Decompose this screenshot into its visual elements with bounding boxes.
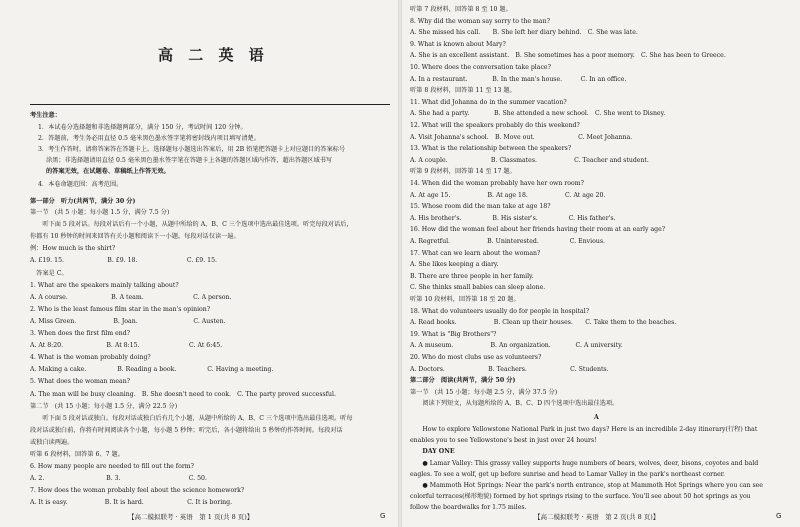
question-line: 听下面 5 段对话或独白。每段对话或独白后有几个小题，从题中所给的 A、B、C 三个选项中选出最佳选项。听每: [30, 414, 353, 422]
question-line: 第一部分 听力(共两节，满分 30 分): [30, 198, 136, 205]
question-line: 9. What is known about Mary?: [410, 40, 506, 48]
page-left: [8, 0, 396, 527]
passage-line: DAY ONE: [410, 448, 455, 456]
notice-heading: 考生注意：: [30, 112, 61, 119]
question-line: 8. Why did the woman say sorry to the man?: [410, 17, 550, 25]
page-footer: 【高二模拟联考 · 英语 第 1 页(共 8 页)】: [128, 513, 254, 521]
answer-options: B. There are three people in her family.: [410, 272, 534, 280]
question-line: 6. How many people are needed to fill out the form?: [30, 463, 194, 471]
question-line: 3. When does the first film end?: [30, 330, 130, 337]
question-line: 你都有 10 秒钟的时间来回答有关小题和阅读下一小题。每段对话仅读一遍。: [30, 233, 240, 241]
answer-options: A. In a restaurant. B. In the man's house. C. In an office.: [410, 75, 627, 83]
question-line: 听第 10 段材料，回答第 18 至 20 题。: [410, 296, 520, 303]
answer-options: A. His brother's. B. His sister's. C. His father's.: [410, 214, 616, 222]
question-line: 18. What do volunteers usually do for people in hospital?: [410, 307, 590, 315]
question-line: 7. How does the woman probably feel about the science homework?: [30, 487, 245, 495]
answer-options: A. Regretful. B. Uninterested. C. Envious.: [410, 238, 606, 245]
page-gutter: [398, 0, 402, 527]
question-line: 听第 9 段材料，回答第 14 至 17 题。: [410, 168, 516, 176]
answer-options: A. She had a party. B. She attended a new school. C. She went to Disney.: [410, 110, 666, 118]
passage-line: ● Mammoth Hot Springs: Near the park's north entrance, stop at Mammoth Hot Springs where you can see: [410, 482, 763, 489]
answer-options: A. Visit Johanna's school. B. Move out. C. Meet Johanna.: [410, 133, 633, 141]
answer-options: A. Doctors. B. Teachers. C. Students.: [410, 365, 609, 373]
answer-options: A. Miss Green. B. Joan. C. Austen.: [30, 317, 226, 325]
question-line: 第二部分 阅读(共两节，满分 50 分): [410, 377, 516, 385]
answer-options: A. £19. 15. B. £9. 18. C. £9. 15.: [30, 257, 218, 265]
exam-title: 高 二 英 语: [158, 46, 269, 64]
question-line: 11. What did Johanna do in the summer vacation?: [410, 98, 567, 106]
question-line: 12. What will the speakers probably do this weekend?: [410, 122, 580, 129]
page-footer: 【高二模拟联考 · 英语 第 2 页(共 8 页)】: [534, 513, 660, 521]
question-line: 第一节 (共 15 小题；每小题 2.5 分，满分 37.5 分): [410, 388, 558, 396]
page-right: [404, 0, 792, 527]
question-line: 例：How much is the shirt?: [30, 245, 116, 253]
answer-options: A. She likes keeping a diary.: [410, 261, 499, 269]
answer-options: A. A couple. B. Classmates. C. Teacher and student.: [410, 156, 649, 164]
question-line: 或独白读两遍。: [30, 438, 74, 446]
answer-options: A. The man will be busy cleaning. B. She doesn't need to cook. C. The party proved successful.: [30, 390, 336, 398]
page-corner-mark: G: [776, 512, 782, 520]
notice-item: 4．本卷命题范围：高考范围。: [38, 181, 123, 188]
answer-options: A. At 8:20. B. At 8:15. C. At 6:45.: [30, 342, 223, 350]
passage-line: colorful terraces(梯形地貌) formed by hot springs rising to the surface. You'll see about 50 hot springs as you: [410, 493, 751, 501]
question-line: 第二节 (共 15 小题；每小题 1.5 分，满分 22.5 分): [30, 402, 178, 410]
question-line: 14. When did the woman probably have her own room?: [410, 180, 584, 187]
passage-line: follow the boardwalks for 1.75 miles.: [410, 504, 527, 512]
question-line: 2. Who is the least famous film star in the man's opinion?: [30, 305, 211, 313]
question-line: 10. Where does the conversation take place?: [410, 64, 551, 71]
answer-options: A. A course. B. A team. C. A person.: [30, 293, 232, 301]
passage-line: How to explore Yellowstone National Park in just two days? Here is an incredible 2-day itinerary(行程) that: [410, 426, 758, 433]
notice-item: 涂黑；非选择题请用直径 0.5 毫米黑色墨水签字笔在答题卡上各题的答题区域内作答，超出答题区域书写: [46, 157, 333, 164]
passage-line: eagles. To see a wolf, get up before sunrise and head to Lamar Valley in the park's northeast corner.: [410, 470, 726, 478]
answer-options: A. It is easy. B. It is hard. C. It is boring.: [30, 499, 233, 507]
page-corner-mark: G: [380, 512, 386, 520]
question-line: 听第 6 段材料，回答第 6、7 题。: [30, 451, 124, 458]
answer-options: A. Making a cake. B. Reading a book. C. Having a meeting.: [30, 366, 274, 374]
passage-label: A: [594, 414, 599, 421]
question-line: 13. What is the relationship between the speakers?: [410, 145, 572, 153]
question-line: 19. What is "Big Brothers"?: [410, 330, 497, 338]
question-line: 听第 8 段材料，回答第 11 至 13 题。: [410, 87, 516, 95]
question-line: 听第 7 段材料，回答第 8 至 10 题。: [410, 6, 512, 13]
title-divider: [30, 104, 390, 105]
question-line: 第一节 (共 5 小题；每小题 1.5 分，满分 7.5 分): [30, 209, 170, 216]
question-line: 听下面 5 段对话。每段对话后有一个小题，从题中所给的 A、B、C 三个选项中选出最佳选项。听完每段对话后，: [30, 221, 353, 229]
notice-item: 2．答题前，考生务必用直径 0.5 毫米黑色墨水签字笔将密封线内项目填写清楚。: [38, 135, 260, 142]
answer-options: A. 2. B. 3. C. 50.: [30, 475, 207, 483]
notice-item: 3．考生作答时，请将答案答在答题卡上。选择题每小题选出答案后，用 2B 铅笔把答题卡上对应题目的答案标号: [38, 146, 346, 153]
passage-line: ● Lamar Valley: This grassy valley supports huge numbers of bears, wolves, deer, bisons, coyotes and bald: [410, 459, 759, 467]
answer-options: A. At age 15. B. At age 18. C. At age 20.: [410, 191, 606, 199]
question-line: 16. How did the woman feel about her friends having their room at an early age?: [410, 226, 666, 234]
question-line: 段对话或独白前，你将有时间阅读各个小题，每小题 5 秒钟；听完后，各小题将给出 5 秒钟的作答时间。每段对话: [30, 426, 343, 434]
answer-options: A. A museum. B. An organization. C. A university.: [410, 342, 623, 350]
question-line: 答案是 C。: [30, 269, 68, 277]
question-line: 20. Who do most clubs use as volunteers?: [410, 354, 542, 361]
passage-line: enables you to see Yellowstone's best in just over 24 hours!: [410, 437, 597, 445]
notice-item: 的答案无效，在试题卷、草稿纸上作答无效。: [46, 168, 170, 175]
answer-options: C. She thinks small babies can sleep alone.: [410, 284, 546, 292]
question-line: 15. Whose room did the man take at age 18?: [410, 203, 551, 211]
question-line: 17. What can we learn about the woman?: [410, 249, 541, 257]
answer-options: A. She missed his call. B. She left her diary behind. C. She was late.: [410, 29, 638, 37]
question-line: 5. What does the woman mean?: [30, 378, 130, 386]
question-line: 1. What are the speakers mainly talking about?: [30, 281, 179, 289]
answer-options: A. She is an excellent assistant. B. She sometimes has a poor memory. C. She has been to Greece.: [410, 52, 726, 60]
question-line: 4. What is the woman probably doing?: [30, 354, 151, 362]
question-line: 阅读下列短文，从每题所给的 A、B、C、D 四个选项中选出最佳选项。: [410, 400, 619, 408]
notice-item: 1．本试卷分选择题和非选择题两部分，满分 150 分，考试时间 120 分钟。: [38, 124, 247, 131]
answer-options: A. Read books. B. Clean up their houses. C. Take them to the beaches.: [410, 319, 677, 327]
